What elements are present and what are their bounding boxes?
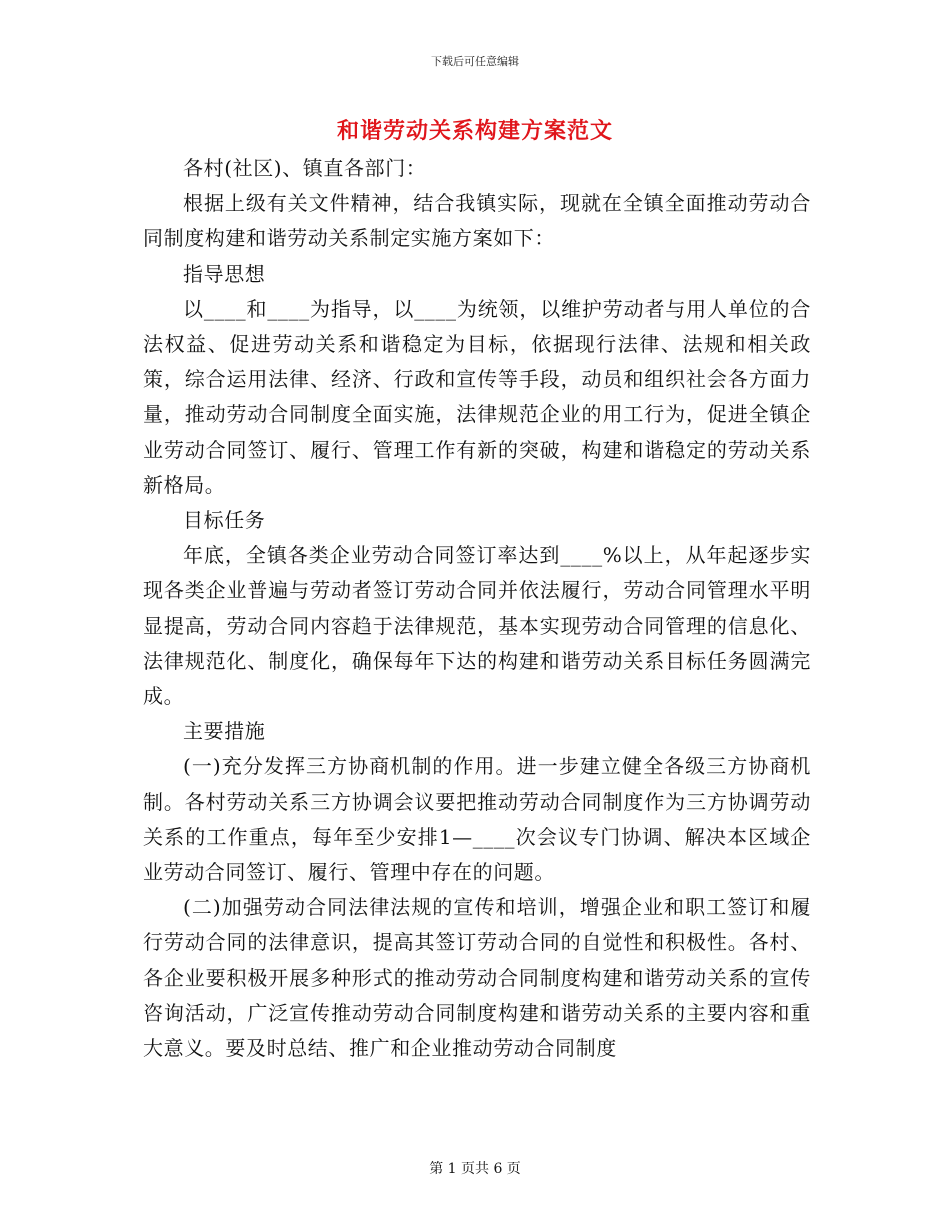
page-number: 第 1 页共 6 页 [429, 1161, 521, 1177]
section-heading-main-measures: 主要措施 [183, 719, 266, 744]
section-heading-objectives: 目标任务 [183, 508, 266, 533]
measure-1-paragraph: (一)充分发挥三方协商机制的作用。进一步建立健全各级三方协商机制。各村劳动关系三方协调会议要把推动劳动合同制度作为三方协调劳动关系的工作重点，每年至少安排1—____次会议专门协调、解决本区域企业劳动合同签订、履行、管理中存在的问题。 [143, 754, 811, 885]
salutation: 各村(社区)、镇直各部门： [183, 156, 427, 180]
section-heading-guiding-ideology: 指导思想 [183, 261, 266, 286]
guiding-ideology-paragraph: 以____和____为指导，以____为统领，以维护劳动者与用人单位的合法权益、促进劳动关系和谐稳定为目标，依据现行法律、法规和相关政策，综合运用法律、经济、行政和宣传等手段，动员和组织社会各方面力量，推动劳动合同制度全面实施，法律规范企业的用工行为，促进全镇企业劳动合同签订、履行、管理工作有新的突破，构建和谐稳定的劳动关系新格局。 [143, 296, 811, 497]
document-title: 和谐劳动关系构建方案范文 [336, 118, 613, 144]
document-body [143, 151, 811, 1066]
measure-2-paragraph: (二)加强劳动合同法律法规的宣传和培训，增强企业和职工签订和履行劳动合同的法律意识，提高其签订劳动合同的自觉性和积极性。各村、各企业要积极开展多种形式的推动劳动合同制度构建和谐劳动关系的宣传咨询活动，广泛宣传推动劳动合同制度构建和谐劳动关系的主要内容和重大意义。要及时总结、推广和企业推动劳动合同制度 [143, 895, 811, 1061]
page-header-note: 下载后可任意编辑 [431, 55, 519, 68]
intro-paragraph: 根据上级有关文件精神，结合我镇实际，现就在全镇全面推动劳动合同制度构建和谐劳动关系制定实施方案如下： [143, 191, 811, 251]
objectives-paragraph: 年底，全镇各类企业劳动合同签订率达到____%以上，从年起逐步实现各类企业普遍与劳动者签订劳动合同并依法履行，劳动合同管理水平明显提高，劳动合同内容趋于法律规范，基本实现劳动合同管理的信息化、法律规范化、制度化，确保每年下达的构建和谐劳动关系目标任务圆满完成。 [143, 543, 811, 709]
